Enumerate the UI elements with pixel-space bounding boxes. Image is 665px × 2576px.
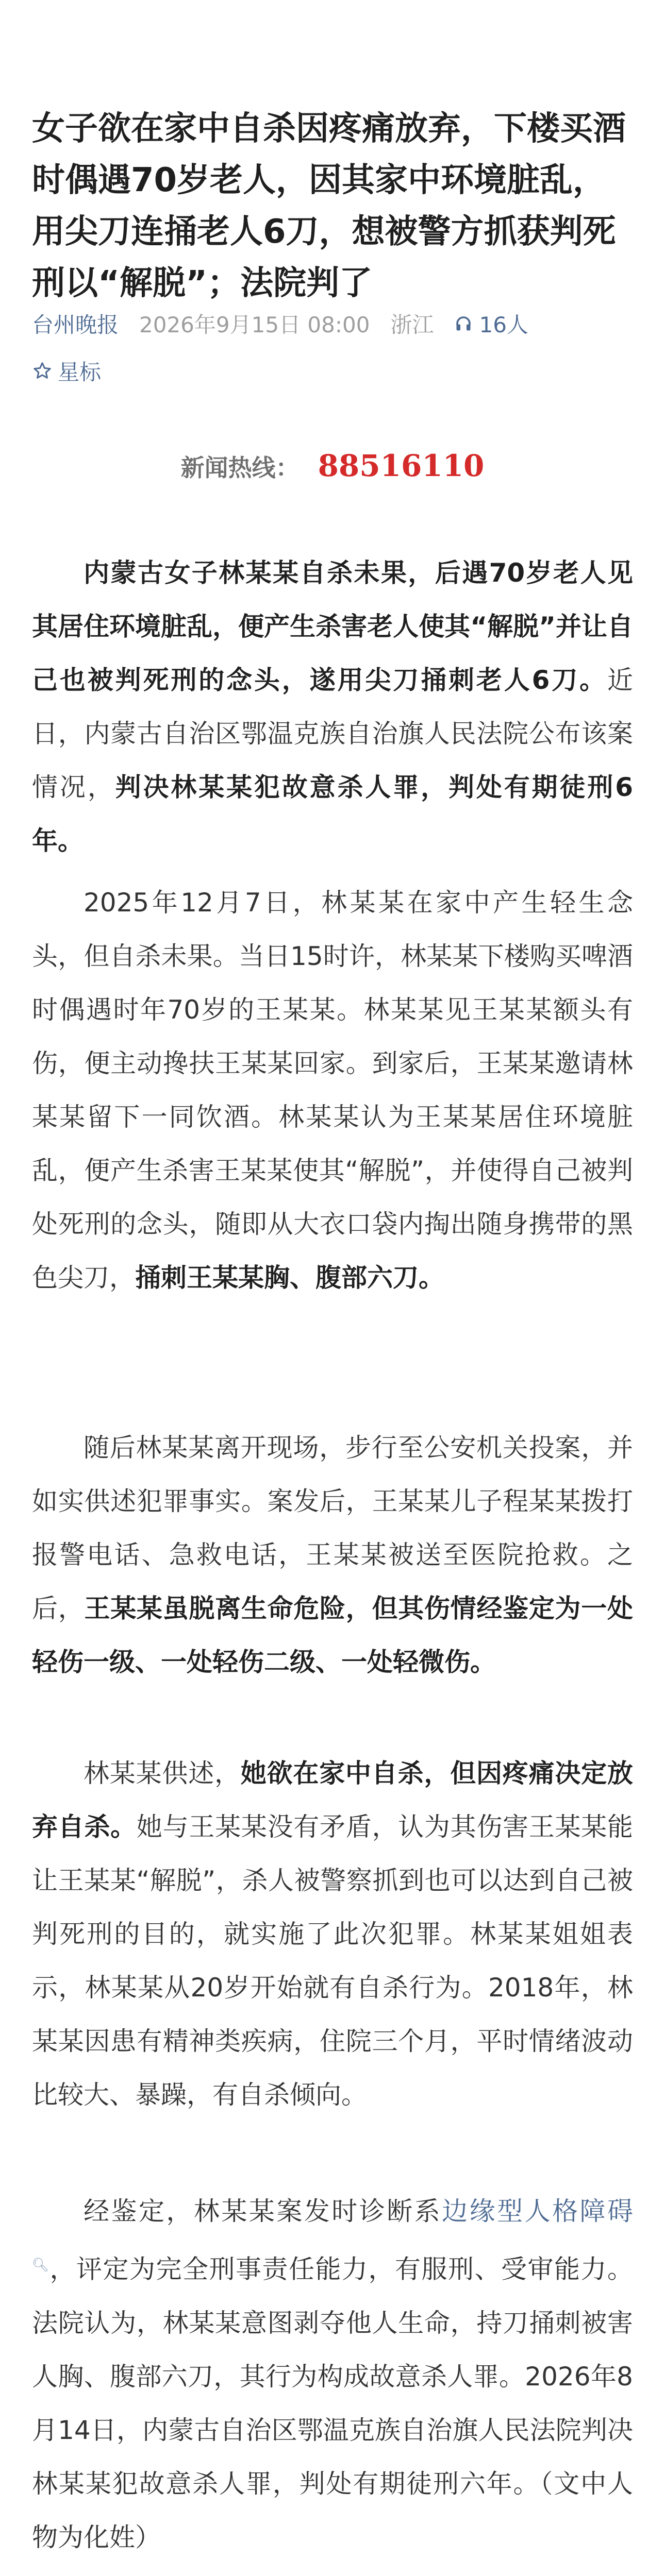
paragraph-3 xyxy=(32,1421,633,1689)
views-count: 16人 xyxy=(479,312,528,337)
p1-bold-2: 判决林某某犯故意杀人罪，判处有期徒刑6年。 xyxy=(32,772,634,856)
p2-bold-1: 捅刺王某某胸、腹部六刀。 xyxy=(135,1263,444,1293)
p2-text-1: 2025年12月7日，林某某在家中产生轻生念头，但自杀未果。当日15时许，林某某下楼购买啤酒时偶遇时年70岁的王某某。林某某见王某某额头有伤，便主动搀扶王某某回家。到家后，王某某邀请林某某留下一同饮酒。林某某认为王某某居住环境脏乱，便产生杀害王某某使其“解脱”，并使得自己被判处死刑的念头，随即从大衣口袋内掏出随身携带的黑色尖刀， xyxy=(32,888,633,1293)
p3-text-1: 随后林某某离开现场，步行至公安机关投案，并如实供述犯罪事实。案发后，王某某儿子程某某拨打报警电话、急救电话，王某某被送至医院抢救。之后， xyxy=(32,1433,633,1623)
paragraph-4 xyxy=(32,1747,633,2122)
publish-datetime: 2026年9月15日 08:00 xyxy=(139,312,370,337)
star-icon xyxy=(32,361,53,381)
p1-bold-1: 内蒙古女子林某某自杀未果，后遇70岁老人见其居住环境脏乱，便产生杀害老人使其“解脱”并让自己也被判死刑的念头，遂用尖刀捅刺老人6刀。 xyxy=(32,558,633,695)
hotline-number[interactable]: 88516110 xyxy=(318,448,485,483)
paragraph-2 xyxy=(32,876,633,1304)
p4-bold-1: 她欲在家中自杀，但因疼痛决定放弃自杀。 xyxy=(32,1758,634,1842)
listen-views[interactable] xyxy=(454,308,528,339)
star-label: 星标 xyxy=(58,360,102,385)
p1-text-1: 近日，内蒙古自治区鄂温克族自治旗人民法院公布该案情况， xyxy=(32,665,633,802)
p5-text-2: ，评定为完全刑事责任能力，有服刑、受审能力。法院认为，林某某意图剥夺他人生命，持刀捅刺被害人胸、腹部六刀，其行为构成故意杀人罪。2026年8月14日，内蒙古自治区鄂温克族自治旗人民法院判决林某某犯故意杀人罪，判处有期徒刑六年。（文中人物为化姓） xyxy=(32,2254,633,2552)
headphones-icon xyxy=(454,314,473,333)
paragraph-5 xyxy=(32,2184,633,2564)
p4-text-1: 林某某供述， xyxy=(84,1758,241,1788)
location: 浙江 xyxy=(390,312,434,337)
article-meta xyxy=(32,308,528,339)
news-hotline xyxy=(0,448,665,483)
search-icon: 🔍︎ xyxy=(32,2257,50,2273)
article-title: 女子欲在家中自杀因疼痛放弃，下楼买酒时偶遇70岁老人，因其家中环境脏乱，用尖刀连捅老人6刀，想被警方抓获判死刑以“解脱”；法院判了 xyxy=(32,110,626,302)
source-link[interactable]: 台州晚报 xyxy=(32,312,119,337)
paragraph-1 xyxy=(32,546,633,868)
star-button[interactable] xyxy=(32,355,101,386)
keyword-text: 边缘型人格障碍 xyxy=(442,2196,634,2226)
hotline-label: 新闻热线： xyxy=(180,454,300,482)
p4-text-2: 她与王某某没有矛盾，认为其伤害王某某能让王某某“解脱”，杀人被警察抓到也可以达到自己被判死刑的目的，就实施了此次犯罪。林某某姐姐表示，林某某从20岁开始就有自杀行为。2018年，林某某因患有精神类疾病，住院三个月，平时情绪波动比较大、暴躁，有自杀倾向。 xyxy=(32,1812,634,2110)
p3-bold-1: 王某某虽脱离生命危险，但其伤情经鉴定为一处轻伤一级、一处轻伤二级、一处轻微伤。 xyxy=(32,1594,634,1677)
p5-text-1: 经鉴定，林某某案发时诊断系 xyxy=(84,2196,442,2226)
